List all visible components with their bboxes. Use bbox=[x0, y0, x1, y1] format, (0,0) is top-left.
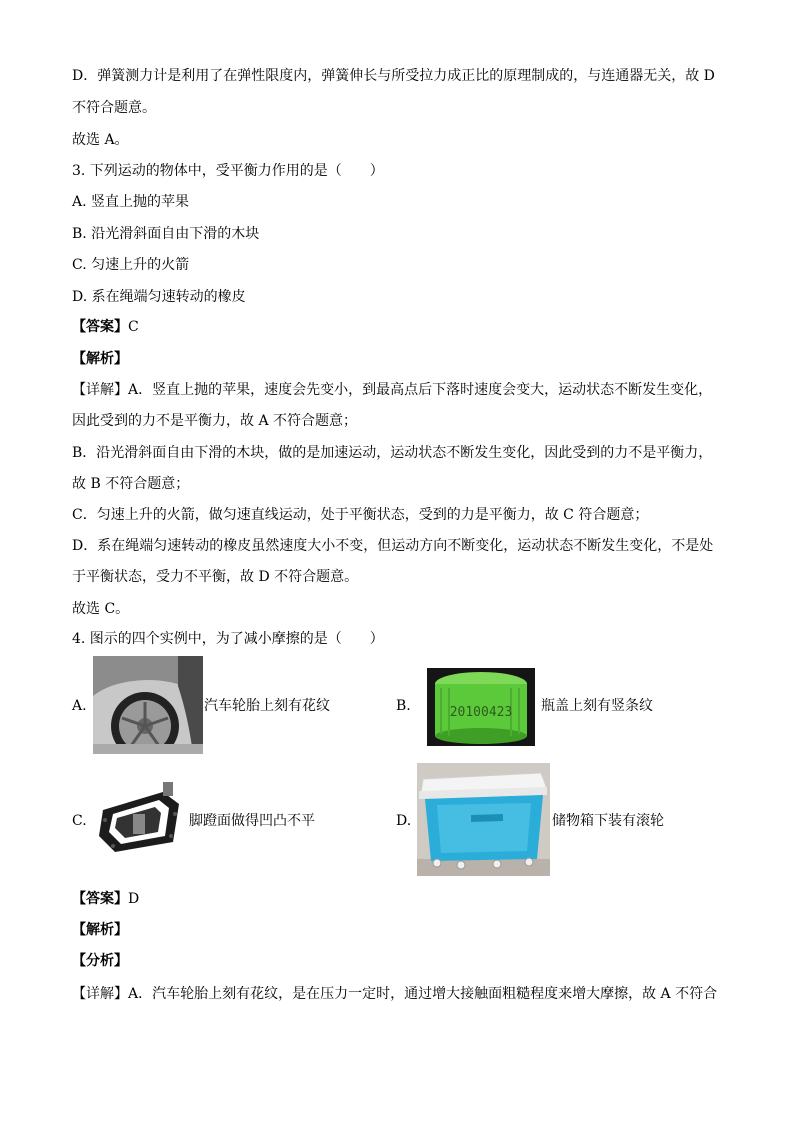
q3-answer bbox=[72, 318, 139, 336]
q3-conclusion: 故选 C。 bbox=[72, 601, 130, 617]
answer-value: C bbox=[128, 319, 139, 335]
answer-label: 【答案】 bbox=[72, 891, 128, 907]
q4-option-b-text: 瓶盖上刻有竖条纹 bbox=[541, 698, 653, 714]
q4-analysis-sub-label: 【分析】 bbox=[72, 953, 128, 969]
question-3-stem: 3. 下列运动的物体中，受平衡力作用的是（ ） bbox=[72, 163, 384, 179]
q3-detail-line: D．系在绳端匀速转动的橡皮虽然速度大小不变，但运动方向不断变化，运动状态不断发生变化，不是处 bbox=[72, 538, 714, 554]
q3-detail-line: B．沿光滑斜面自由下滑的木块，做的是加速运动，运动状态不断发生变化，因此受到的力不是平衡力， bbox=[72, 445, 713, 461]
q4-option-d-letter: D. bbox=[396, 813, 412, 829]
q3-option-d: D. 系在绳端匀速转动的橡皮 bbox=[72, 289, 246, 305]
q4-option-d-text: 储物箱下装有滚轮 bbox=[552, 813, 664, 829]
text-line: 不符合题意。 bbox=[72, 100, 156, 116]
q4-option-a-text: 汽车轮胎上刻有花纹 bbox=[204, 698, 330, 714]
bottle-cap-print: 20100423 bbox=[449, 705, 513, 720]
q3-option-b: B. 沿光滑斜面自由下滑的木块 bbox=[72, 226, 260, 242]
q3-option-a: A. 竖直上抛的苹果 bbox=[72, 194, 190, 210]
bike-pedal-image bbox=[93, 780, 185, 856]
q3-detail-line: 故 B 不符合题意； bbox=[72, 476, 190, 492]
q3-detail-line: 于平衡状态，受力不平衡，故 D 不符合题意。 bbox=[72, 569, 359, 585]
answer-value: D bbox=[128, 891, 140, 907]
car-tire-image bbox=[93, 656, 203, 754]
text-line: 故选 A。 bbox=[72, 132, 129, 148]
bottle-cap-image bbox=[427, 668, 535, 746]
q3-detail-line: C．匀速上升的火箭，做匀速直线运动，处于平衡状态，受到的力是平衡力，故 C 符合题意； bbox=[72, 507, 649, 523]
q4-option-c-letter: C. bbox=[72, 813, 87, 829]
q3-detail-line: 【详解】A．竖直上抛的苹果，速度会先变小，到最高点后下落时速度会变大，运动状态不断发生变化， bbox=[72, 382, 713, 398]
question-4-stem: 4. 图示的四个实例中，为了减小摩擦的是（ ） bbox=[72, 631, 384, 647]
q4-detail-line: 【详解】A．汽车轮胎上刻有花纹，是在压力一定时，通过增大接触面粗糙程度来增大摩擦，故 A 不符合 bbox=[72, 986, 718, 1002]
q4-option-b-letter: B. bbox=[396, 698, 411, 714]
q3-option-c: C. 匀速上升的火箭 bbox=[72, 257, 190, 273]
q3-detail-line: 因此受到的力不是平衡力，故 A 不符合题意； bbox=[72, 413, 358, 429]
q4-option-a-letter: A. bbox=[72, 698, 87, 714]
q4-answer bbox=[72, 890, 139, 908]
q3-analysis-label: 【解析】 bbox=[72, 351, 128, 367]
q4-option-c-text: 脚蹬面做得凹凸不平 bbox=[189, 813, 315, 829]
answer-label: 【答案】 bbox=[72, 319, 128, 335]
q4-analysis-label: 【解析】 bbox=[72, 922, 128, 938]
storage-box-image bbox=[417, 763, 550, 876]
text-line: D．弹簧测力计是利用了在弹性限度内，弹簧伸长与所受拉力成正比的原理制成的，与连通器无关，故 D bbox=[72, 68, 715, 84]
